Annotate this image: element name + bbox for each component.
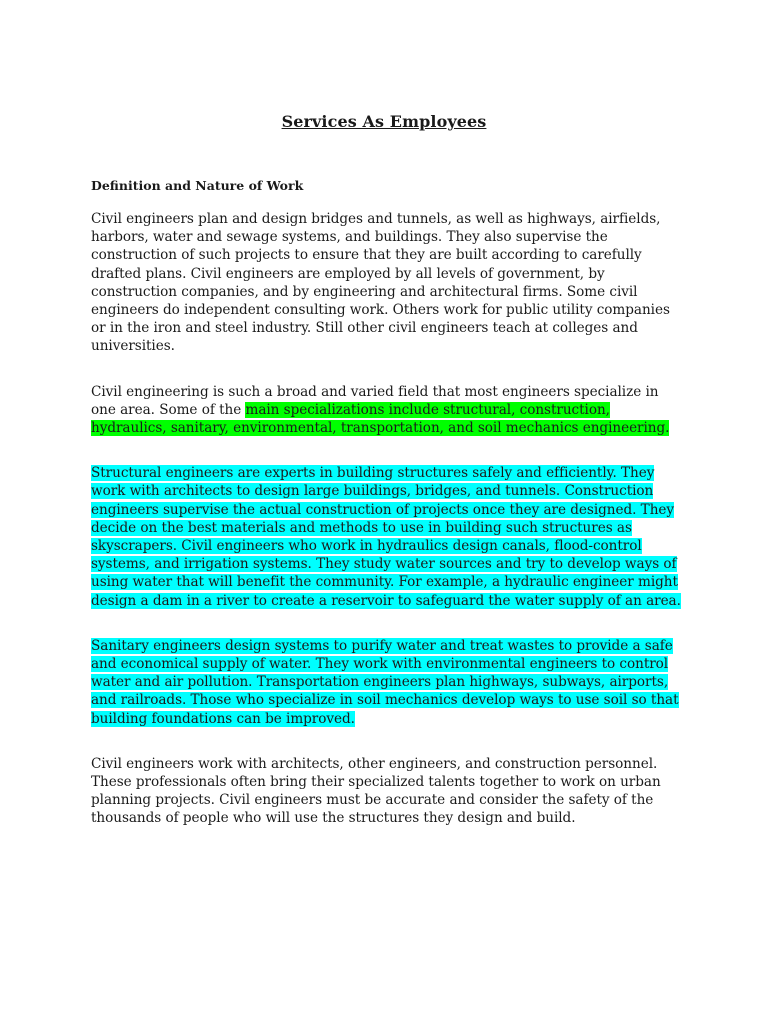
paragraph-text: Civil engineers plan and design bridges and tunnels, as well as highways, airfields, harbors, water and sewage systems, and buildings. They also supervise the construction of such projects to ensure that they are built according to carefully drafted plans. Civil engineers are employed by all levels of government, by construction companies, and by engineering and architectural firms. Some civil engineers do independent consulting work. Others work for public utility companies or in the iron and steel industry. Still other civil engineers teach at colleges and universities. xyxy=(91,211,670,355)
page-title: Services As Employees xyxy=(281,112,487,131)
paragraph-overview xyxy=(91,210,685,356)
paragraph-sanitary xyxy=(91,637,685,728)
document-body xyxy=(91,177,685,855)
section-heading: Definition and Nature of Work xyxy=(91,178,304,193)
paragraph-structural xyxy=(91,464,685,610)
cyan-highlight: Sanitary engineers design systems to purify water and treat wastes to provide a safe and economical supply of water. They work with environmental engineers to control water and air pollution. Transportation engineers plan highways, subways, airports, and railroads. Those who specialize in soil mechanics develop ways to use soil so that building foundations can be improved. xyxy=(91,637,679,727)
paragraph-text: Civil engineering is such a broad and varied field that most engineers specialize in one area. Some of the xyxy=(91,383,659,418)
paragraph-text: Civil engineers work with architects, other engineers, and construction personnel. These professionals often bring their specialized talents together to work on urban planning projects. Civil engineers must be accurate and consider the safety of the thousands of people who will use the structures they design and build. xyxy=(91,755,661,827)
paragraph-specializations xyxy=(91,383,685,438)
green-highlight: main specializations include structural, construction, hydraulics, sanitary, environmental, transportation, and soil mechanics engineering. xyxy=(91,401,670,437)
cyan-highlight: Structural engineers are experts in building structures safely and efficiently. They work with architects to design large buildings, bridges, and tunnels. Construction engineers supervise the actual construction of projects once they are designed. They decide on the best materials and methods to use in building such structures as skyscrapers. Civil engineers who work in hydraulics design canals, flood-control systems, and irrigation systems. They study water sources and try to develop ways of using water that will benefit the community. For example, a hydraulic engineer might design a dam in a river to create a reservoir to safeguard the water supply of an area. xyxy=(91,465,681,609)
paragraph-collaboration xyxy=(91,755,685,828)
